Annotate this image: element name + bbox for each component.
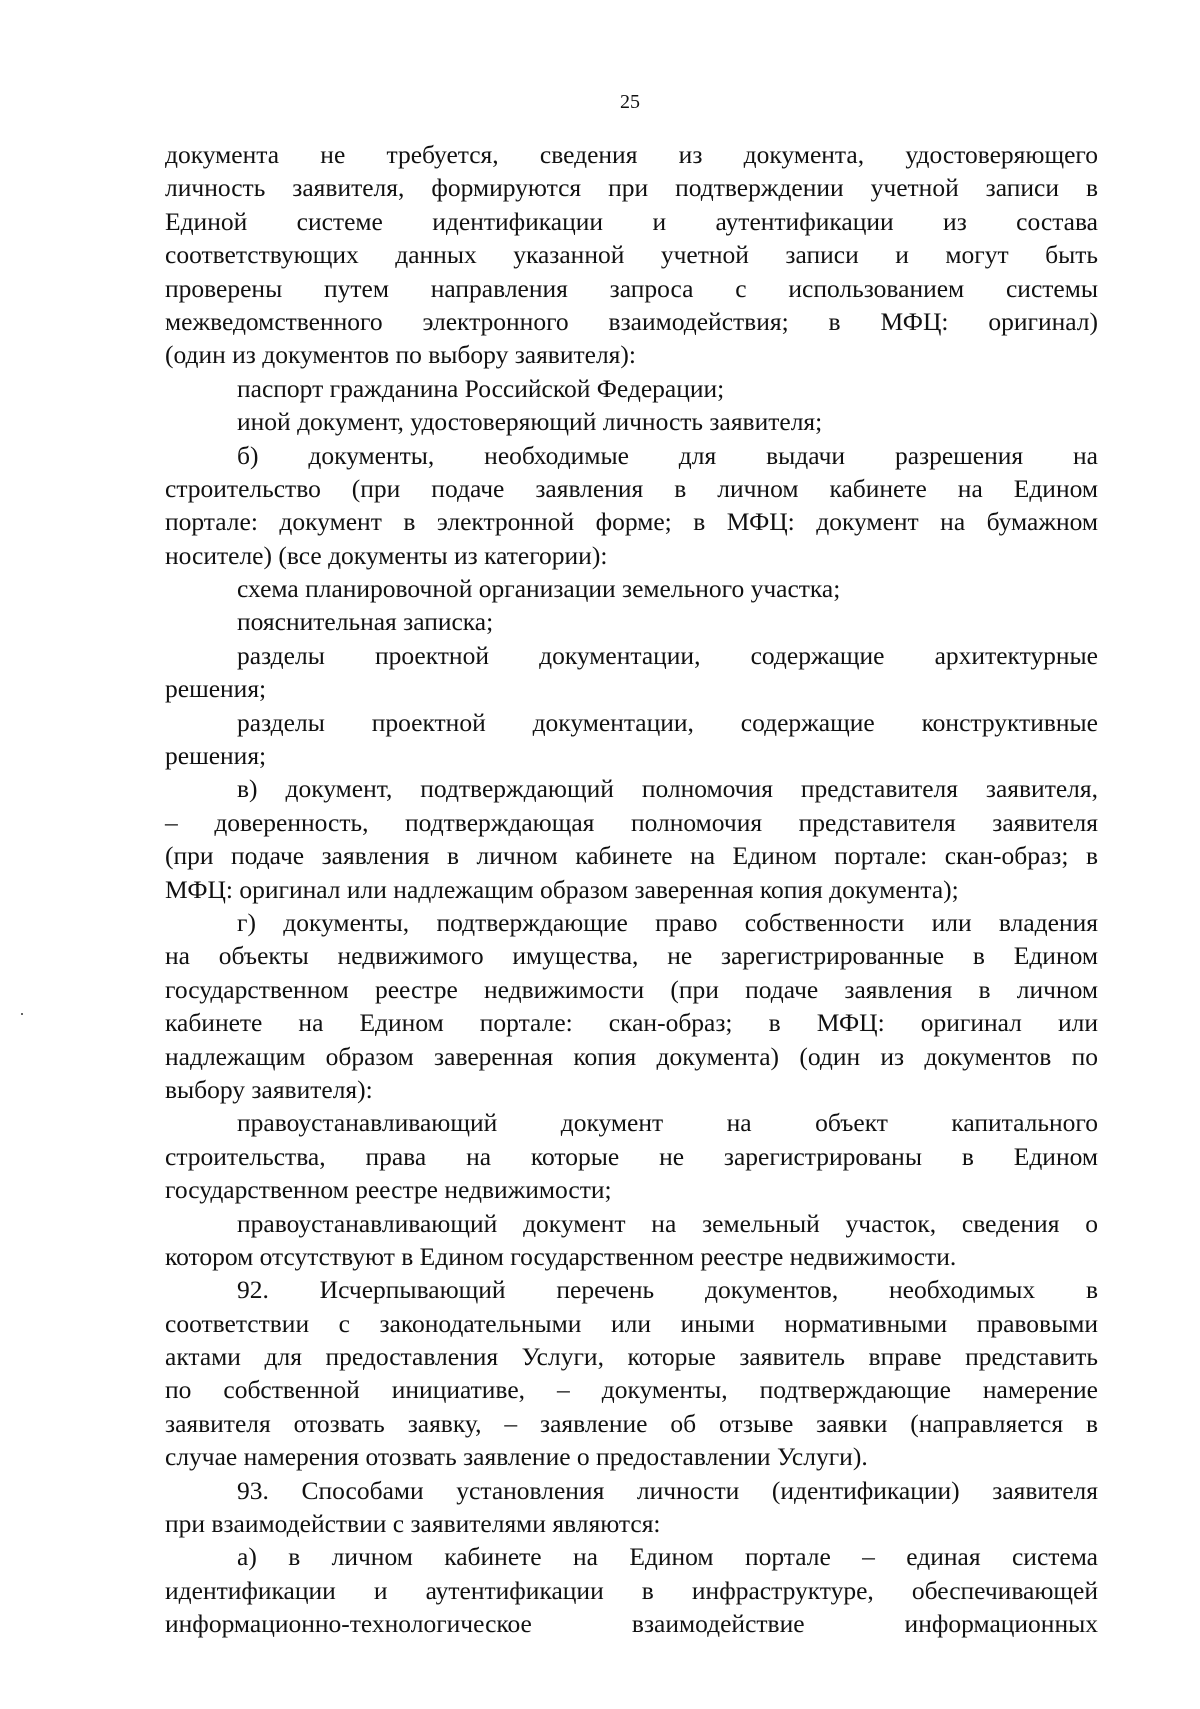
text-line: МФЦ: оригинал или надлежащим образом заверенная копия документа); — [165, 874, 959, 904]
text-line: 92. Исчерпывающий перечень документов, необходимых в — [237, 1275, 1098, 1305]
text-line: а) в личном кабинете на Едином портале – единая система — [237, 1542, 1098, 1572]
text-line: (один из документов по выбору заявителя): — [165, 340, 636, 370]
text-line: 93. Способами установления личности (идентификации) заявителя — [237, 1475, 1098, 1505]
text-line: надлежащим образом заверенная копия документа) (один из документов по — [165, 1041, 1098, 1071]
text-line: решения; — [165, 741, 267, 771]
text-line: правоустанавливающий документ на земельный участок, сведения о — [237, 1208, 1098, 1238]
text-line: котором отсутствуют в Едином государственном реестре недвижимости. — [165, 1241, 957, 1271]
text-line: государственном реестре недвижимости; — [165, 1175, 612, 1205]
text-line: проверены путем направления запроса с использованием системы — [165, 273, 1098, 303]
text-line: строительства, права на которые не зарегистрированы в Едином — [165, 1141, 1098, 1171]
text-line: соответствующих данных указанной учетной записи и могут быть — [165, 240, 1098, 270]
text-line: государственном реестре недвижимости (при подаче заявления в личном — [165, 974, 1098, 1004]
text-line: выбору заявителя): — [165, 1074, 373, 1104]
text-line: идентификации и аутентификации в инфраструктуре, обеспечивающей — [165, 1575, 1098, 1605]
text-line: схема планировочной организации земельного участка; — [237, 574, 841, 604]
text-line: информационно-технологическое взаимодействие информационных — [165, 1609, 1098, 1639]
text-line: случае намерения отозвать заявление о предоставлении Услуги). — [165, 1442, 868, 1472]
text-line: актами для предоставления Услуги, которые заявитель вправе представить — [165, 1342, 1098, 1372]
text-line: носителе) (все документы из категории): — [165, 540, 608, 570]
text-line: б) документы, необходимые для выдачи разрешения на — [237, 440, 1098, 470]
text-line: г) документы, подтверждающие право собственности или владения — [237, 907, 1098, 937]
page-number: 25 — [620, 91, 640, 113]
text-line: строительство (при подаче заявления в личном кабинете на Едином — [165, 473, 1098, 503]
text-line: кабинете на Едином портале: скан-образ; в МФЦ: оригинал или — [165, 1008, 1098, 1038]
text-line: разделы проектной документации, содержащие архитектурные — [237, 640, 1098, 670]
text-line: Единой системе идентификации и аутентификации из состава — [165, 206, 1098, 236]
scan-speck — [21, 1013, 23, 1015]
document-body — [165, 138, 1098, 1641]
text-line: межведомственного электронного взаимодействия; в МФЦ: оригинал) — [165, 306, 1098, 336]
text-line: заявителя отозвать заявку, – заявление об отзыве заявки (направляется в — [165, 1408, 1098, 1438]
text-line: правоустанавливающий документ на объект капитального — [237, 1108, 1098, 1138]
text-line: разделы проектной документации, содержащие конструктивные — [237, 707, 1098, 737]
text-line: решения; — [165, 674, 267, 704]
text-line: в) документ, подтверждающий полномочия представителя заявителя, — [237, 774, 1098, 804]
text-line: соответствии с законодательными или иными нормативными правовыми — [165, 1308, 1098, 1338]
text-line: документа не требуется, сведения из документа, удостоверяющего — [165, 140, 1098, 169]
text-line: (при подаче заявления в личном кабинете на Едином портале: скан-образ; в — [165, 841, 1098, 871]
text-line: при взаимодействии с заявителями являются: — [165, 1509, 661, 1539]
text-line: паспорт гражданина Российской Федерации; — [237, 373, 725, 403]
text-line: по собственной инициативе, – документы, подтверждающие намерение — [165, 1375, 1098, 1405]
text-line: иной документ, удостоверяющий личность заявителя; — [237, 407, 823, 437]
text-line: пояснительная записка; — [237, 607, 494, 637]
text-line: портале: документ в электронной форме; в МФЦ: документ на бумажном — [165, 507, 1098, 537]
text-line: личность заявителя, формируются при подтверждении учетной записи в — [165, 173, 1098, 203]
text-line: на объекты недвижимого имущества, не зарегистрированные в Едином — [165, 941, 1098, 971]
text-line: – доверенность, подтверждающая полномочия представителя заявителя — [165, 807, 1098, 837]
